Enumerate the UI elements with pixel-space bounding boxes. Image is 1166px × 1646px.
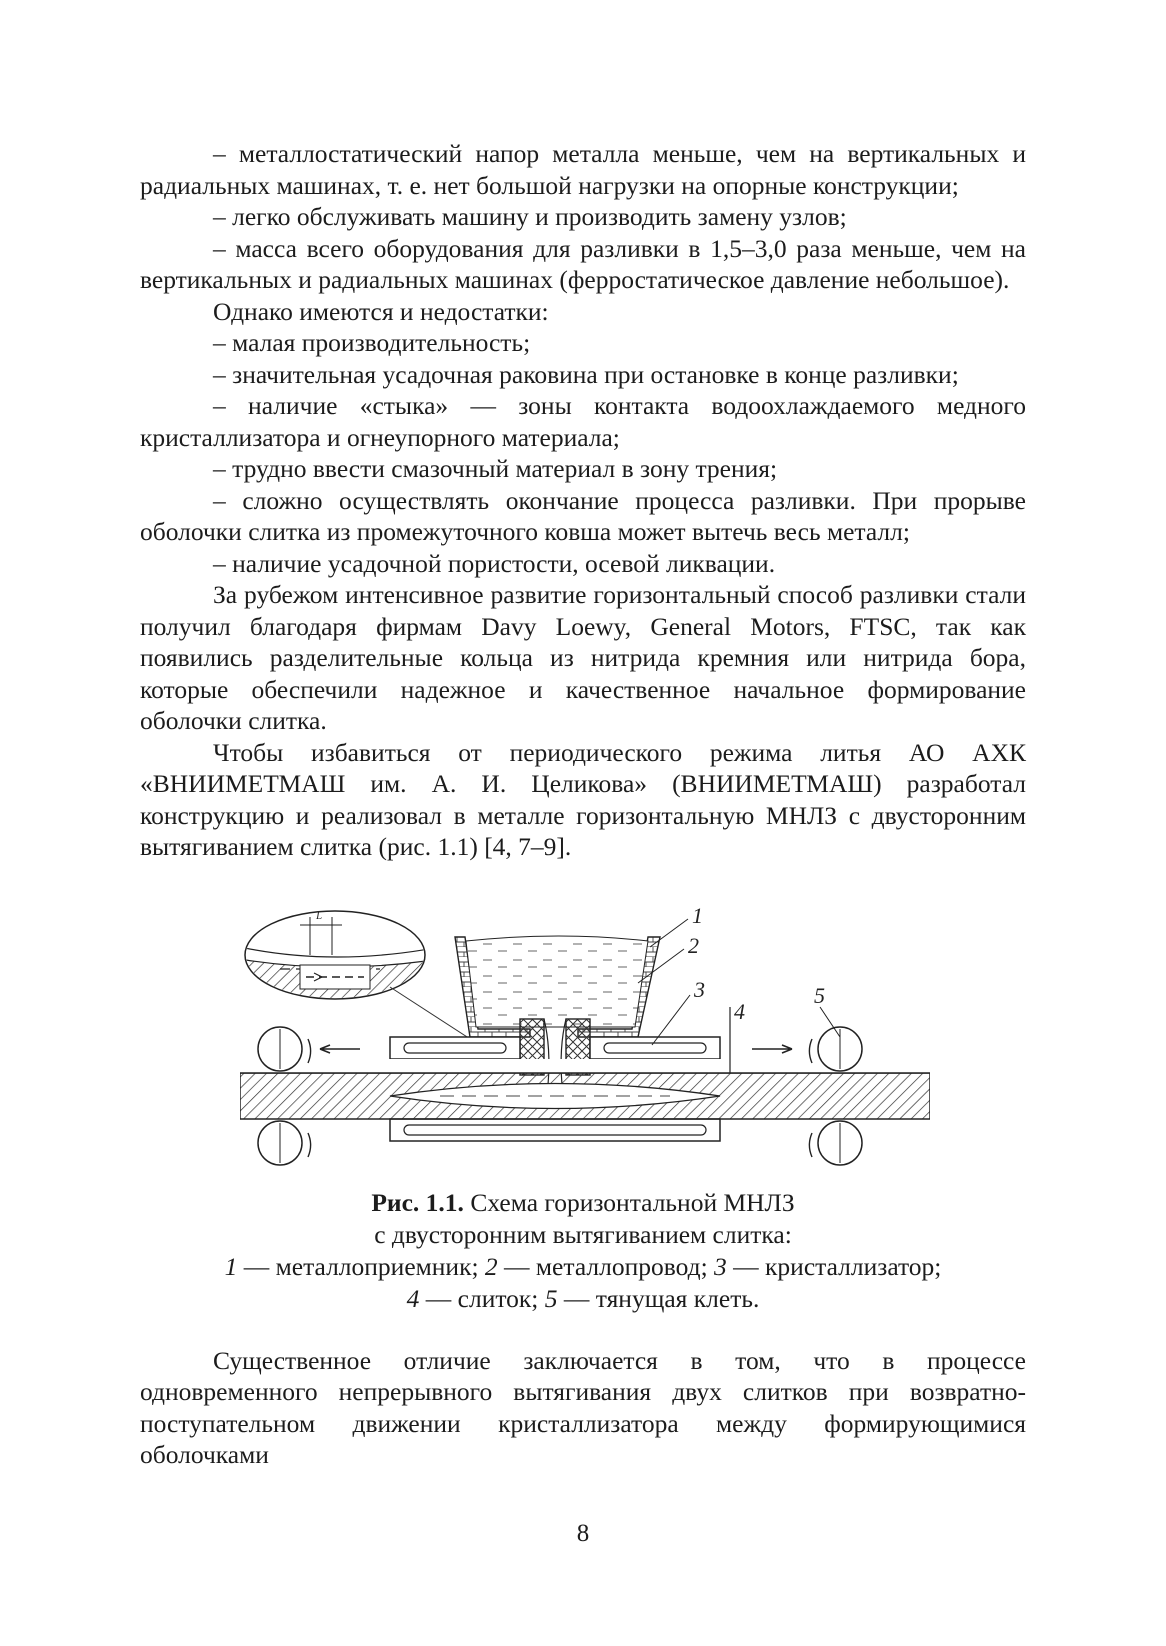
paragraph <box>140 296 1026 328</box>
caption-legend-line-1 <box>140 1251 1026 1283</box>
legend-text: — тянущая клеть. <box>557 1283 760 1313</box>
caption-title: Схема горизонтальной МНЛЗ <box>470 1187 795 1217</box>
label-3: 3 <box>694 976 705 1002</box>
paragraph <box>140 327 1026 359</box>
legend-text: — металлоприемник; <box>237 1251 485 1281</box>
paragraph <box>140 1345 1026 1471</box>
legend-text: — слиток; <box>419 1283 545 1313</box>
paragraph-text: – сложно осуществлять окончание процесса разливки. При прорыве оболочки слитка из промежуточного ковша может вытечь весь металл; <box>140 485 1026 546</box>
paragraph <box>140 579 1026 737</box>
figure-diagram <box>140 907 1026 1179</box>
paragraph <box>140 359 1026 391</box>
paragraph <box>140 737 1026 863</box>
paragraph-text: – трудно ввести смазочный материал в зону трения; <box>213 454 778 483</box>
paragraph-text: – наличие усадочной пористости, осевой ликвации. <box>213 548 776 578</box>
paragraph-text: – масса всего оборудования для разливки в 1,5–3,0 раза меньше, чем на вертикальных и радиальных машинах (ферростатическое давление небольшое). <box>140 233 1026 294</box>
legend-text: — кристаллизатор; <box>726 1251 942 1281</box>
legend-num: 4 <box>406 1283 420 1313</box>
legend-text: — металлопровод; <box>497 1251 715 1281</box>
legend-num: 5 <box>544 1283 558 1313</box>
paragraph-text: – значительная усадочная раковина при остановке в конце разливки; <box>213 359 959 389</box>
caption-label: Рис. 1.1. <box>371 1187 464 1217</box>
paragraph-text: – легко обслуживать машину и производить замену узлов; <box>213 202 847 231</box>
callouts <box>638 907 840 1045</box>
paragraph <box>140 390 1026 453</box>
label-5: 5 <box>814 982 825 1008</box>
paragraph <box>140 548 1026 580</box>
mnlz-scheme-drawing <box>240 907 930 1179</box>
paragraph-text: Однако имеются и недостатки: <box>213 296 549 326</box>
paragraph <box>140 453 1026 485</box>
caption-line-1 <box>140 1187 1026 1219</box>
paragraph-text: Чтобы избавиться от периодического режима литья АО АХК «ВНИИМЕТМАШ им. А. И. Целикова» (ВНИИМЕТМАШ) разработал конструкцию и реализовал в металле горизонтальную МНЛЗ с двусторонним вытягиванием слитка (рис. 1.1) [4, 7–9]. <box>140 737 1026 861</box>
paragraph-text: – металлостатический напор металла меньше, чем на вертикальных и радиальных машинах, т. е. нет большой нагрузки на опорные конструкции; <box>140 139 1026 200</box>
page-number: 8 <box>576 1520 590 1547</box>
page-body <box>140 138 1026 1471</box>
figure-caption <box>140 1187 1026 1315</box>
dimension-label: L <box>316 909 323 922</box>
paragraph <box>140 485 1026 548</box>
legend-num: 1 <box>224 1251 238 1281</box>
caption-line-2: с двусторонним вытягиванием слитка: <box>374 1219 792 1249</box>
paragraph <box>140 233 1026 296</box>
paragraph-text: Существенное отличие заключается в том, что в процессе одновременного непрерывного вытягивания двух слитков при возвратно-поступательном движении кристаллизатора между формирующимися оболочками <box>140 1345 1026 1469</box>
paragraph-text: За рубежом интенсивное развитие горизонтальный способ разливки стали получил благодаря фирмам Davy Loewy, General Motors, FTSC, так как появились разделительные кольца из нитрида кремния или нитрида бора, которые обеспечили надежное и качественное начальное формирование оболочки слитка. <box>140 580 1026 735</box>
paragraph <box>140 138 1026 201</box>
label-4: 4 <box>734 998 745 1024</box>
paragraph <box>140 201 1026 233</box>
caption-legend-line-2 <box>140 1283 1026 1315</box>
paragraph-text: – наличие «стыка» — зоны контакта водоохлаждаемого медного кристаллизатора и огнеупорного материала; <box>140 391 1026 452</box>
label-1: 1 <box>692 906 703 928</box>
legend-num: 3 <box>714 1251 727 1281</box>
label-2: 2 <box>688 932 699 958</box>
legend-num: 2 <box>484 1251 498 1281</box>
paragraph-text: – малая производительность; <box>213 328 531 357</box>
